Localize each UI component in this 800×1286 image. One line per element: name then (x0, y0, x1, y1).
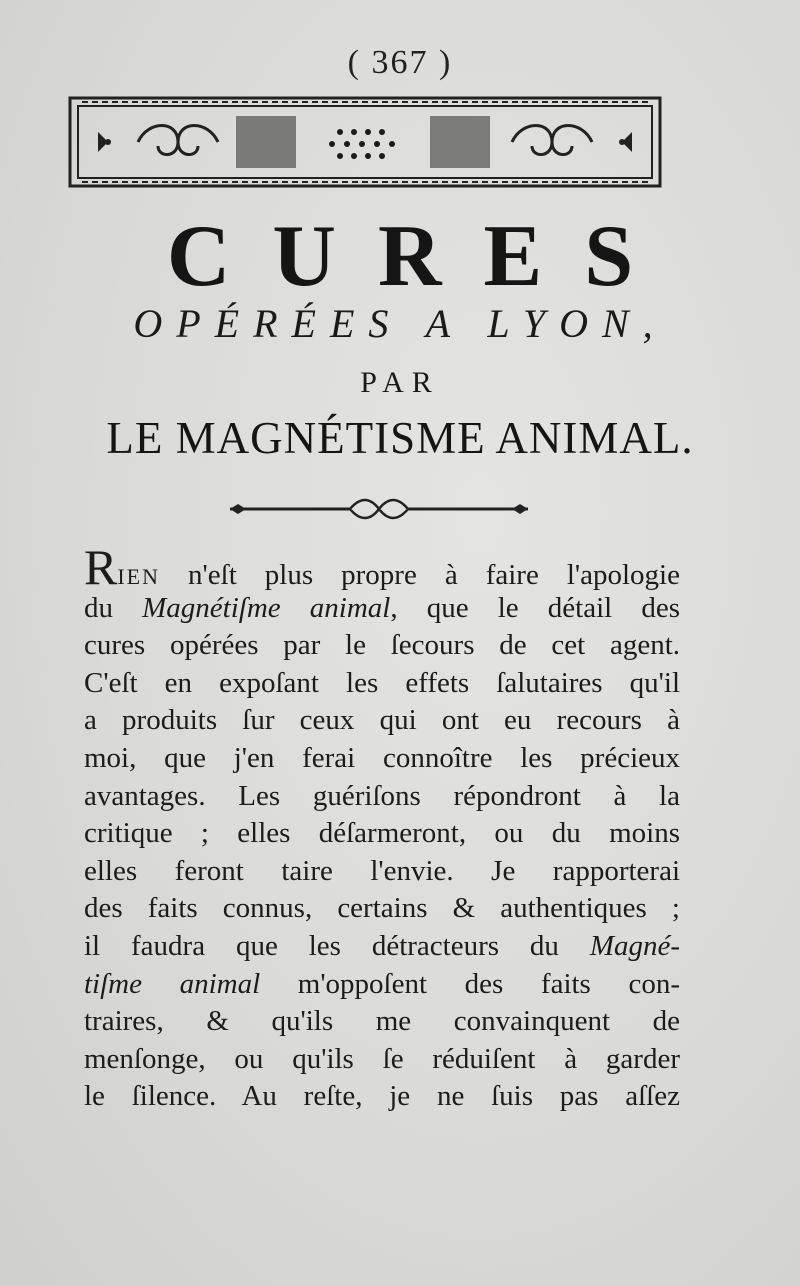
text-line: avantages. Les guériſons répondront à la (84, 779, 680, 812)
text-line: du Magnétiſme animal, que le détail des (84, 591, 681, 624)
text-line: elles feront taire l'envie. Je rapporterai (84, 854, 680, 887)
drop-cap: R (84, 539, 118, 595)
section-heading: LE MAGNÉTISME ANIMAL. (106, 413, 694, 463)
first-word-smallcaps: IEN (117, 564, 161, 589)
text-line: tiſme animal m'oppoſent des faits con- (84, 967, 680, 1000)
text-line: moi, que j'en ferai connoître les précieux (84, 741, 680, 774)
book-title: CURES (166, 208, 676, 305)
text-line: menſonge, ou qu'ils ſe réduiſent à garder (84, 1042, 680, 1075)
divider-rule-icon (226, 496, 532, 522)
text-line: RIEN n'eſt plus propre à faire l'apologie (84, 539, 680, 595)
text-line: il faudra que les détracteurs du Magné- (84, 929, 680, 962)
text-line: critique ; elles déſarmeront, ou du moins (84, 817, 680, 850)
body-text (84, 539, 681, 1116)
book-subtitle: OPÉRÉES A LYON, (133, 301, 667, 346)
headpiece-ornament-icon (68, 96, 662, 188)
text-line: des faits connus, certains & authentiques ; (84, 892, 680, 925)
text-line: le ſilence. Au reſte, je ne ſuis pas aſſez (84, 1080, 680, 1113)
text-line: C'eſt en expoſant les effets ſalutaires qu'il (84, 666, 680, 699)
page-number: ( 367 ) (347, 44, 453, 81)
text-line: cures opérées par le ſecours de cet agent. (84, 629, 680, 662)
text-line: traires, & qu'ils me convainquent de (84, 1005, 680, 1038)
text-line: a produits ſur ceux qui ont eu recours à (84, 704, 680, 737)
by-line: PAR (360, 366, 440, 399)
